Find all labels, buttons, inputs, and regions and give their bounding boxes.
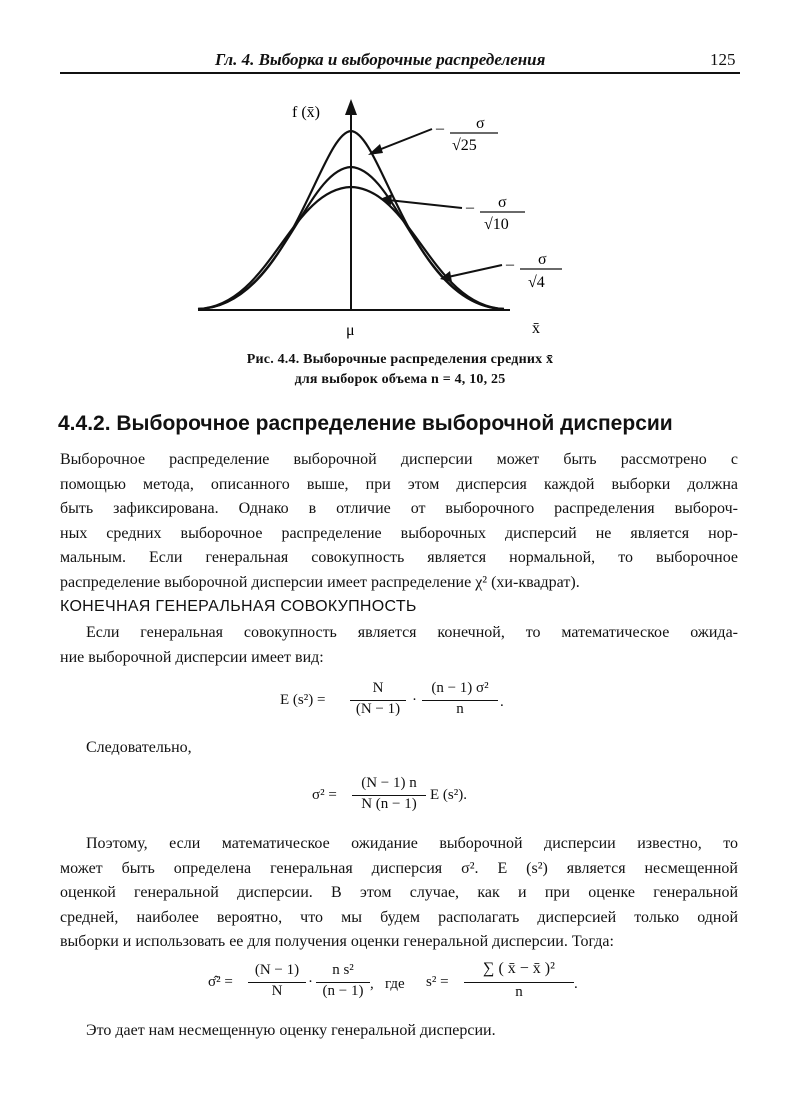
formula1-lhs: E (s²) = <box>280 692 326 708</box>
paragraph-1-line: ных средних выборочное распределение выборочных дисперсий не является нор- <box>60 524 738 542</box>
formula3-lhs2: s² = <box>426 974 449 990</box>
root-label-n25: √25 <box>452 137 477 154</box>
paragraph-1 <box>60 448 738 595</box>
final-line: Это дает нам несмещенную оценку генеральной дисперсии. <box>86 1022 496 1039</box>
formula3-separator: , где <box>370 976 405 992</box>
figure-caption-line1: Рис. 4.4. Выборочные распределения средних x̄ <box>246 352 554 367</box>
formula3-num1: (N − 1) <box>254 962 300 978</box>
formula1-num1: N <box>372 680 384 696</box>
formula3-dot: · <box>308 974 313 990</box>
y-axis-label: f (x̄) <box>292 104 320 121</box>
paragraph-3-line: Поэтому, если математическое ожидание выборочной дисперсии известно, то <box>86 835 738 852</box>
formula3-num2: n s² <box>332 962 354 978</box>
formula1-fraction1 <box>350 680 406 718</box>
formula1-fraction2 <box>422 680 498 718</box>
formula1-den2: n <box>456 701 464 717</box>
dash-label-n25: – <box>436 120 444 137</box>
paragraph-2 <box>60 621 738 670</box>
formula3-den1: N <box>271 983 283 999</box>
therefore-text: Следовательно, <box>86 739 192 756</box>
header-rule <box>60 72 740 74</box>
formula1-dot: · <box>412 692 417 708</box>
figure-caption-line2: для выборок объема n = 4, 10, 25 <box>294 372 506 387</box>
sampling-distribution-figure <box>180 95 580 345</box>
section-title: 4.4.2. Выборочное распределение выборочной дисперсии <box>58 412 673 435</box>
formula3-end: . <box>574 976 578 992</box>
formula2-den: N (n − 1) <box>361 796 417 812</box>
formula-population-variance <box>312 775 512 825</box>
formula1-den1: (N − 1) <box>355 701 401 717</box>
paragraph-1-line: мальным. Если генеральная совокупность является нормальной, то выборочное <box>60 549 738 566</box>
formula3-num3: ∑ ( x̄ − x̄ )² <box>483 960 555 977</box>
paragraph-1-line: быть зафиксирована. Однако в отличие от выборочного распределения выбороч- <box>60 500 738 517</box>
paragraph-3-line: оценкой генеральной дисперсии. В этом случае, как и при оценке генеральной <box>60 884 738 901</box>
formula2-fraction <box>352 775 426 813</box>
formula3-fraction3 <box>464 960 574 1001</box>
formula-unbiased-estimate <box>208 960 588 1010</box>
x-axis-label: x̄ <box>532 320 540 337</box>
paragraph-3-line: выборки и использовать ее для получения оценки генеральной дисперсии. Тогда: <box>60 933 614 950</box>
formula3-fraction1 <box>248 962 306 1000</box>
formula3-den2: (n − 1) <box>322 983 364 999</box>
pointer-n25 <box>376 129 432 151</box>
sigma-label-n10: σ <box>498 194 507 211</box>
paragraph-3-line: может быть определена генеральная дисперсия σ². E (s²) является несмещенной <box>60 859 738 877</box>
subheading: КОНЕЧНАЯ ГЕНЕРАЛЬНАЯ СОВОКУПНОСТЬ <box>60 598 417 615</box>
formula3-lhs: σ̂² = <box>208 974 233 990</box>
paragraph-1-line: Выборочное распределение выборочной дисперсии может быть рассмотрено с <box>60 451 738 468</box>
formula2-lhs: σ² = <box>312 787 337 803</box>
paragraph-1-line: распределение выборочной дисперсии имеет распределение χ² (хи-квадрат). <box>60 573 580 591</box>
page-number: 125 <box>710 50 736 69</box>
paragraph-2-line: Если генеральная совокупность является конечной, то математическое ожида- <box>86 624 738 641</box>
formula1-num2: (n − 1) σ² <box>431 680 489 696</box>
paragraph-3 <box>60 832 738 955</box>
formula3-den3: n <box>515 984 523 1000</box>
sigma-label-n4: σ <box>538 251 547 268</box>
formula2-rhs: E (s²). <box>430 787 467 803</box>
formula2-num: (N − 1) n <box>361 775 417 791</box>
paragraph-1-line: помощью метода, описанного выше, при этом дисперсия каждой выборки должна <box>60 475 738 493</box>
formula-expected-variance <box>280 680 520 730</box>
dash-label-n4: – <box>506 256 514 273</box>
pointer-n4 <box>448 265 502 277</box>
dash-label-n10: – <box>466 199 474 216</box>
sigma-label-n25: σ <box>476 115 485 132</box>
formula1-end: . <box>500 694 504 710</box>
paragraph-2-line: ние выборочной дисперсии имеет вид: <box>60 648 324 666</box>
paragraph-3-line: средней, наиболее вероятно, что мы будем располагать дисперсией только одной <box>60 908 738 926</box>
root-label-n10: √10 <box>484 216 509 233</box>
running-header-title: Гл. 4. Выборка и выборочные распределения <box>215 50 546 69</box>
formula3-fraction2 <box>316 962 370 1000</box>
y-axis-arrow <box>345 99 357 115</box>
mean-label: μ <box>346 322 355 339</box>
root-label-n4: √4 <box>528 274 545 291</box>
